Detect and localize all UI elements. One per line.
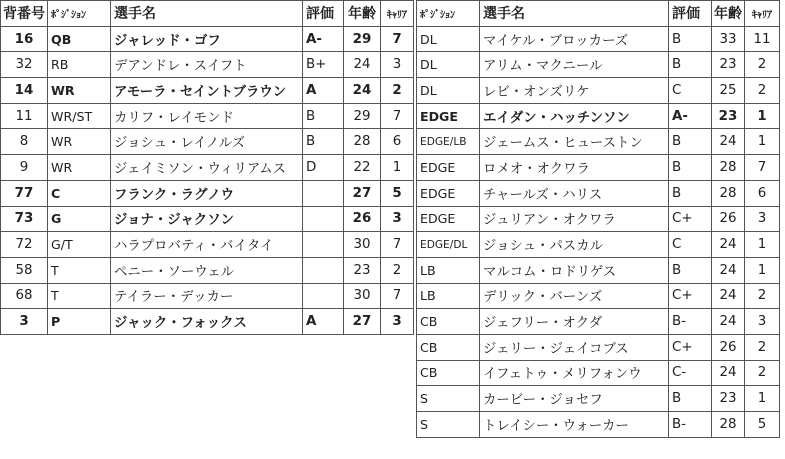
cell-position: WR (48, 155, 111, 181)
cell-position: S (417, 412, 480, 438)
cell-career: 5 (745, 412, 780, 438)
cell-rating: A (303, 309, 344, 335)
cell-position: P (48, 309, 111, 335)
cell-career: 7 (381, 103, 414, 129)
cell-name: ジェリー・ジェイコブス (480, 334, 669, 360)
header-position: ﾎﾟｼﾞｼｮﾝ (48, 1, 111, 27)
header-age: 年齢 (344, 1, 381, 27)
cell-career: 3 (381, 206, 414, 232)
cell-career: 3 (745, 206, 780, 232)
cell-name: ハラプロバティ・バイタイ (111, 232, 303, 258)
cell-position: EDGE (417, 155, 480, 181)
cell-rating: B+ (303, 52, 344, 78)
table-row (417, 412, 780, 438)
cell-position: EDGE (417, 103, 480, 129)
cell-name: ジョシュ・レイノルズ (111, 129, 303, 155)
cell-position: DL (417, 26, 480, 52)
cell-rating: B (303, 129, 344, 155)
cell-career: 2 (381, 78, 414, 104)
cell-position: EDGE/DL (417, 232, 480, 258)
table-row (417, 309, 780, 335)
header-career: ｷｬﾘｱ (745, 1, 780, 27)
cell-rating: B- (669, 309, 712, 335)
table-row (1, 78, 414, 104)
cell-age: 28 (712, 180, 745, 206)
cell-career: 1 (745, 257, 780, 283)
cell-age: 24 (712, 257, 745, 283)
table-row (417, 26, 780, 52)
table-row (417, 206, 780, 232)
table-row (1, 283, 414, 309)
table-row (417, 180, 780, 206)
cell-rating: C (669, 232, 712, 258)
cell-rating (303, 257, 344, 283)
cell-number: 68 (1, 283, 48, 309)
cell-career: 5 (381, 180, 414, 206)
cell-rating: B- (669, 412, 712, 438)
cell-name: アモーラ・セイントブラウン (111, 78, 303, 104)
header-row (1, 1, 414, 27)
cell-name: トレイシー・ウォーカー (480, 412, 669, 438)
cell-name: デリック・バーンズ (480, 283, 669, 309)
cell-career: 7 (745, 155, 780, 181)
cell-position: LB (417, 283, 480, 309)
cell-number: 77 (1, 180, 48, 206)
cell-age: 24 (344, 78, 381, 104)
cell-name: チャールズ・ハリス (480, 180, 669, 206)
offense-roster-table (0, 0, 414, 335)
cell-age: 24 (344, 52, 381, 78)
cell-number: 14 (1, 78, 48, 104)
cell-position: EDGE (417, 180, 480, 206)
header-career: ｷｬﾘｱ (381, 1, 414, 27)
cell-career: 2 (745, 360, 780, 386)
cell-age: 23 (712, 52, 745, 78)
cell-rating: B (669, 52, 712, 78)
header-name: 選手名 (480, 1, 669, 27)
cell-age: 24 (712, 129, 745, 155)
cell-career: 3 (381, 309, 414, 335)
cell-career: 6 (745, 180, 780, 206)
cell-age: 27 (344, 309, 381, 335)
table-row (417, 155, 780, 181)
cell-name: ジャレッド・ゴフ (111, 26, 303, 52)
header-row (417, 1, 780, 27)
table-row (1, 180, 414, 206)
cell-career: 1 (381, 155, 414, 181)
table-row (1, 103, 414, 129)
cell-rating: B (669, 26, 712, 52)
cell-rating: C+ (669, 206, 712, 232)
cell-career: 7 (381, 283, 414, 309)
cell-name: ジュリアン・オクワラ (480, 206, 669, 232)
cell-name: カービー・ジョセフ (480, 386, 669, 412)
cell-rating: D (303, 155, 344, 181)
cell-number: 73 (1, 206, 48, 232)
cell-age: 29 (344, 103, 381, 129)
cell-name: ジョシュ・パスカル (480, 232, 669, 258)
table-row (1, 52, 414, 78)
cell-career: 2 (745, 283, 780, 309)
cell-rating: B (669, 257, 712, 283)
cell-rating (303, 232, 344, 258)
cell-name: ロメオ・オクワラ (480, 155, 669, 181)
cell-name: ペニー・ソーウェル (111, 257, 303, 283)
table-row (417, 360, 780, 386)
cell-position: CB (417, 309, 480, 335)
cell-age: 23 (712, 386, 745, 412)
cell-number: 11 (1, 103, 48, 129)
cell-number: 9 (1, 155, 48, 181)
cell-rating: C (669, 78, 712, 104)
header-rating: 評価 (669, 1, 712, 27)
cell-position: G/T (48, 232, 111, 258)
cell-name: ジェームス・ヒューストン (480, 129, 669, 155)
cell-career: 3 (381, 52, 414, 78)
cell-age: 30 (344, 232, 381, 258)
cell-position: DL (417, 78, 480, 104)
cell-position: LB (417, 257, 480, 283)
cell-name: ジョナ・ジャクソン (111, 206, 303, 232)
cell-rating: B (669, 155, 712, 181)
cell-career: 6 (381, 129, 414, 155)
cell-rating: C- (669, 360, 712, 386)
cell-number: 16 (1, 26, 48, 52)
cell-rating (303, 180, 344, 206)
cell-name: エイダン・ハッチンソン (480, 103, 669, 129)
cell-career: 11 (745, 26, 780, 52)
cell-age: 24 (712, 309, 745, 335)
table-row (1, 232, 414, 258)
table-row (417, 257, 780, 283)
cell-age: 26 (712, 206, 745, 232)
cell-name: ジャック・フォックス (111, 309, 303, 335)
cell-age: 28 (712, 155, 745, 181)
cell-age: 23 (712, 103, 745, 129)
cell-name: デアンドレ・スイフト (111, 52, 303, 78)
table-row (1, 206, 414, 232)
cell-age: 26 (344, 206, 381, 232)
cell-age: 26 (712, 334, 745, 360)
cell-position: WR (48, 129, 111, 155)
header-name: 選手名 (111, 1, 303, 27)
header-age: 年齢 (712, 1, 745, 27)
cell-position: CB (417, 360, 480, 386)
cell-age: 30 (344, 283, 381, 309)
table-row (417, 78, 780, 104)
cell-position: EDGE/LB (417, 129, 480, 155)
cell-rating: A- (303, 26, 344, 52)
cell-position: S (417, 386, 480, 412)
cell-name: ジェフリー・オクダ (480, 309, 669, 335)
cell-age: 24 (712, 360, 745, 386)
cell-rating: C+ (669, 334, 712, 360)
table-row (1, 257, 414, 283)
table-row (417, 52, 780, 78)
cell-position: G (48, 206, 111, 232)
cell-rating: A- (669, 103, 712, 129)
cell-career: 3 (745, 309, 780, 335)
cell-rating: A (303, 78, 344, 104)
cell-position: RB (48, 52, 111, 78)
header-rating: 評価 (303, 1, 344, 27)
defense-roster-table (416, 0, 780, 438)
header-position: ﾎﾟｼﾞｼｮﾝ (417, 1, 480, 27)
cell-position: C (48, 180, 111, 206)
table-row (1, 129, 414, 155)
cell-position: WR (48, 78, 111, 104)
cell-age: 28 (344, 129, 381, 155)
cell-rating: B (669, 386, 712, 412)
cell-age: 24 (712, 283, 745, 309)
cell-career: 1 (745, 103, 780, 129)
cell-number: 3 (1, 309, 48, 335)
cell-number: 72 (1, 232, 48, 258)
cell-career: 1 (745, 232, 780, 258)
cell-rating (303, 283, 344, 309)
cell-rating: B (669, 129, 712, 155)
cell-position: WR/ST (48, 103, 111, 129)
cell-age: 29 (344, 26, 381, 52)
cell-name: レビ・オンズリケ (480, 78, 669, 104)
table-row (417, 129, 780, 155)
table-row (417, 386, 780, 412)
cell-number: 32 (1, 52, 48, 78)
cell-career: 2 (745, 52, 780, 78)
cell-position: T (48, 257, 111, 283)
cell-age: 25 (712, 78, 745, 104)
table-row (417, 103, 780, 129)
cell-name: マイケル・ブロッカーズ (480, 26, 669, 52)
cell-rating (303, 206, 344, 232)
cell-rating: B (669, 180, 712, 206)
cell-position: T (48, 283, 111, 309)
cell-name: イフェトゥ・メリフォンウ (480, 360, 669, 386)
cell-position: DL (417, 52, 480, 78)
cell-rating: B (303, 103, 344, 129)
table-row (1, 309, 414, 335)
cell-position: QB (48, 26, 111, 52)
table-row (417, 232, 780, 258)
cell-name: ジェイミソン・ウィリアムス (111, 155, 303, 181)
cell-age: 33 (712, 26, 745, 52)
cell-age: 24 (712, 232, 745, 258)
cell-career: 7 (381, 232, 414, 258)
cell-career: 7 (381, 26, 414, 52)
cell-career: 2 (745, 334, 780, 360)
cell-name: マルコム・ロドリゲス (480, 257, 669, 283)
cell-rating: C+ (669, 283, 712, 309)
cell-position: EDGE (417, 206, 480, 232)
cell-name: カリフ・レイモンド (111, 103, 303, 129)
cell-age: 27 (344, 180, 381, 206)
table-row (417, 283, 780, 309)
cell-age: 23 (344, 257, 381, 283)
cell-name: フランク・ラグノウ (111, 180, 303, 206)
table-row (1, 155, 414, 181)
table-row (417, 334, 780, 360)
cell-position: CB (417, 334, 480, 360)
cell-name: テイラー・デッカー (111, 283, 303, 309)
cell-career: 2 (381, 257, 414, 283)
cell-career: 1 (745, 386, 780, 412)
cell-career: 2 (745, 78, 780, 104)
cell-age: 28 (712, 412, 745, 438)
table-row (1, 26, 414, 52)
cell-number: 8 (1, 129, 48, 155)
cell-name: アリム・マクニール (480, 52, 669, 78)
cell-career: 1 (745, 129, 780, 155)
header-number: 背番号 (1, 1, 48, 27)
cell-number: 58 (1, 257, 48, 283)
cell-age: 22 (344, 155, 381, 181)
